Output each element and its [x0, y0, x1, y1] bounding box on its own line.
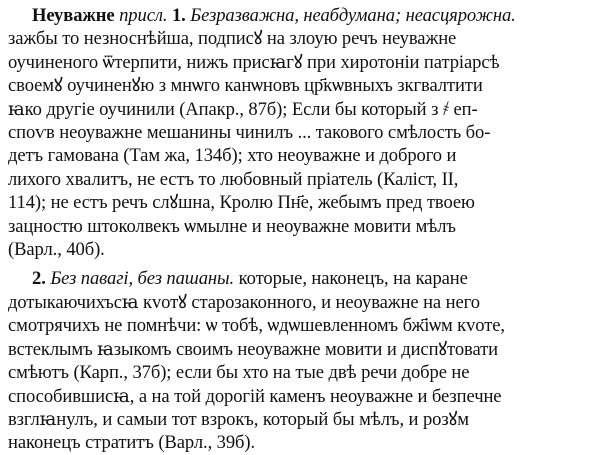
text-line: дотыкаючихъсꙗ кvотꙋ старозаконного, и неоуважне на него	[8, 291, 480, 313]
text-line: ꙗко другіе оучинили (Апакр., 87б); Если бы который з ҂ еп-	[8, 98, 478, 120]
text-line: 114); не естъ речъ слꙋшна, Кролю Пн҃е, жебымъ пред твоею	[8, 192, 475, 214]
sense-2-gloss: Без павагі, без пашаны.	[50, 268, 235, 290]
text-line: встеклымъ ꙗзыкомъ своимъ неоуважне мовити и диспꙋтовати	[8, 338, 499, 360]
text-line: которые, наконецъ, на каране	[238, 268, 468, 290]
text-line: детъ гамована (Там жа, 134б); хто неоуважне и доброго и	[8, 145, 457, 167]
text-line: способившисꙗ, а на той дорогій каменъ неоуважне и безпечне	[8, 385, 502, 407]
sense-1-gloss: Безразважна, неабдумана; неасцярожна.	[190, 5, 516, 26]
text-line: лихого хвалитъ, не естъ то любовный пріатель (Каліст, II,	[8, 168, 459, 190]
sense-number-2: 2.	[32, 268, 46, 290]
sense-2-first-line	[8, 267, 584, 290]
text-line: оучиненого ѿтерпити, нижъ присꙗгꙋ при хиротоніи патріарсѣ	[8, 51, 500, 73]
entry-first-line	[8, 4, 584, 27]
text-line: смотрячихъ не помнѣчи: ѡ тобѣ, ѡдѡшевленномъ бж҃іѡм кvоте,	[8, 315, 505, 337]
text-line: смѣютъ (Карп., 37б); если бы хто на тые двѣ речи добре не	[8, 362, 470, 384]
text-line: (Варл., 40б).	[8, 239, 105, 261]
text-line: споѵв неоуважне мешанины чинилъ ... такового смѣлость бо-	[8, 122, 491, 144]
text-line: наконецъ стратитъ (Варл., 39б).	[8, 432, 256, 454]
part-of-speech: присл.	[119, 5, 168, 26]
text-line: своемꙋ оучиненꙋю з мнѡго канѡновъ цр҃кѡвныхъ зкгвалтити	[8, 75, 483, 97]
text-line: зацностю штоколвекъ ѡмылне и неоуважне мовити мѣлъ	[8, 215, 456, 237]
text-line: зажбы то незноснѣйша, подписꙋ на злоую речъ неуважне	[8, 28, 457, 50]
headword: Неуважне	[32, 5, 115, 26]
text-line: взглꙗнулъ, и самыи тот взрокъ, который бы мѣлъ, и розꙋм	[8, 408, 469, 430]
entry-sense-1	[8, 4, 584, 261]
entry-sense-2	[8, 267, 584, 454]
sense-number-1: 1.	[171, 5, 186, 26]
